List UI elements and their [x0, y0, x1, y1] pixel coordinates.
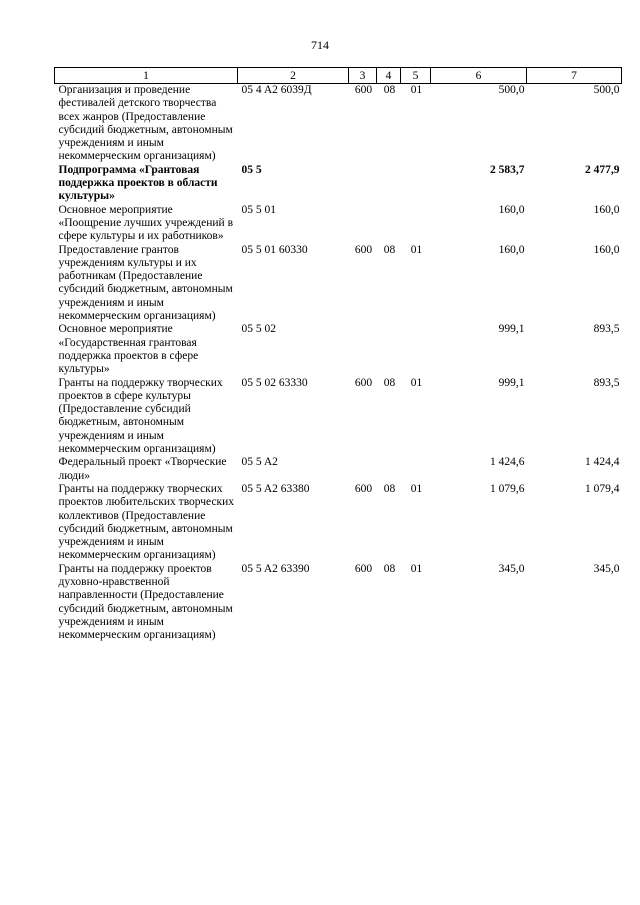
row-expense-type — [349, 164, 377, 204]
row-target-code: 05 5 02 — [241, 323, 276, 336]
row-target-code: 05 5 A2 — [241, 456, 278, 469]
row-description: Предоставление грантов учреждениям культуры и их работникам (Предоставление субсидий бюджетным, автономным учреждениям и иным некоммерческим организациям) — [58, 243, 233, 323]
row-subsection: 01 — [410, 84, 423, 96]
row-subsection: 01 — [410, 376, 423, 389]
table-header-row — [55, 68, 622, 84]
col-header-7: 7 — [527, 68, 622, 84]
row-amount-col7: 893,5 — [593, 323, 620, 336]
row-expense-type: 600 — [354, 243, 373, 256]
row-amount-col7: 2 477,9 — [585, 163, 620, 176]
row-subsection: 01 — [410, 562, 423, 575]
col-header-6: 6 — [431, 68, 527, 84]
col-header-3: 3 — [349, 68, 377, 84]
row-target-code: 05 5 A2 63390 — [241, 562, 310, 575]
page-number: 714 — [311, 38, 329, 52]
row-description: Гранты на поддержку творческих проектов в сфере культуры (Предоставление субсидий бюджетным, автономным учреждениям и иным некоммерческим организациям) — [58, 376, 223, 456]
row-target-code: 05 5 — [241, 163, 262, 176]
row-description: Федеральный проект «Творческие люди» — [58, 456, 227, 482]
row-section: 08 — [383, 376, 396, 389]
row-subsection — [401, 204, 431, 244]
table-row — [55, 84, 622, 164]
col-header-4: 4 — [377, 68, 401, 84]
row-target-code: 05 4 A2 6039Д — [241, 84, 312, 96]
row-section — [377, 204, 401, 244]
row-section: 08 — [383, 243, 396, 256]
row-section — [377, 323, 401, 376]
row-expense-type: 600 — [354, 84, 373, 96]
row-expense-type: 600 — [354, 562, 373, 575]
row-expense-type: 600 — [354, 376, 373, 389]
row-description: Организация и проведение фестивалей детского творчества всех жанров (Предоставление субсидий бюджетным, автономным учреждениям и иным некоммерческим организациям) — [58, 84, 233, 163]
row-description: Гранты на поддержку проектов духовно-нравственной направленности (Предоставление субсидий бюджетным, автономным учреждениям и иным некоммерческим организациям) — [58, 562, 233, 642]
row-subsection — [401, 456, 431, 483]
row-amount-col6: 999,1 — [498, 376, 525, 389]
row-section: 08 — [383, 562, 396, 575]
table-row — [55, 456, 622, 483]
table-body — [55, 84, 622, 643]
row-amount-col6: 1 424,6 — [490, 456, 525, 469]
row-target-code: 05 5 01 60330 — [241, 243, 308, 256]
table-row — [55, 323, 622, 376]
col-header-1: 1 — [55, 68, 238, 84]
row-amount-col6: 1 079,6 — [490, 482, 525, 495]
row-subsection — [401, 164, 431, 204]
row-amount-col6: 160,0 — [498, 243, 525, 256]
row-amount-col6: 500,0 — [498, 84, 525, 96]
row-description: Гранты на поддержку творческих проектов любительских творческих коллективов (Предоставление субсидий бюджетным, автономным учреждениям и иным некоммерческим организациям) — [58, 482, 235, 562]
row-amount-col6: 160,0 — [498, 203, 525, 216]
row-expense-type: 600 — [354, 482, 373, 495]
table-row — [55, 164, 622, 204]
row-target-code: 05 5 02 63330 — [241, 376, 308, 389]
row-amount-col6: 999,1 — [498, 323, 525, 336]
row-description: Основное мероприятие «Поощрение лучших учреждений в сфере культуры и их работников» — [58, 203, 234, 243]
row-expense-type — [349, 456, 377, 483]
col-header-5: 5 — [401, 68, 431, 84]
row-section: 08 — [383, 84, 396, 96]
row-amount-col7: 500,0 — [593, 84, 620, 96]
row-description: Подпрограмма «Грантовая поддержка проектов в области культуры» — [58, 163, 218, 203]
row-target-code: 05 5 A2 63380 — [241, 482, 310, 495]
table-row — [55, 204, 622, 244]
row-section: 08 — [383, 482, 396, 495]
row-amount-col7: 1 424,4 — [585, 456, 620, 469]
row-amount-col7: 345,0 — [593, 562, 620, 575]
row-section — [377, 456, 401, 483]
row-description: Основное мероприятие «Государственная грантовая поддержка проектов в сфере культуры» — [58, 323, 199, 376]
row-amount-col7: 1 079,4 — [585, 482, 620, 495]
col-header-2: 2 — [238, 68, 349, 84]
row-amount-col7: 160,0 — [593, 203, 620, 216]
row-section — [377, 164, 401, 204]
table-row — [55, 563, 622, 643]
row-subsection: 01 — [410, 243, 423, 256]
row-amount-col6: 2 583,7 — [490, 163, 525, 176]
row-expense-type — [349, 323, 377, 376]
row-expense-type — [349, 204, 377, 244]
table-row — [55, 483, 622, 563]
budget-table — [54, 67, 622, 642]
row-amount-col7: 893,5 — [593, 376, 620, 389]
table-row — [55, 244, 622, 324]
row-target-code: 05 5 01 — [241, 203, 276, 216]
row-subsection: 01 — [410, 482, 423, 495]
table-row — [55, 377, 622, 457]
row-subsection — [401, 323, 431, 376]
row-amount-col6: 345,0 — [498, 562, 525, 575]
row-amount-col7: 160,0 — [593, 243, 620, 256]
